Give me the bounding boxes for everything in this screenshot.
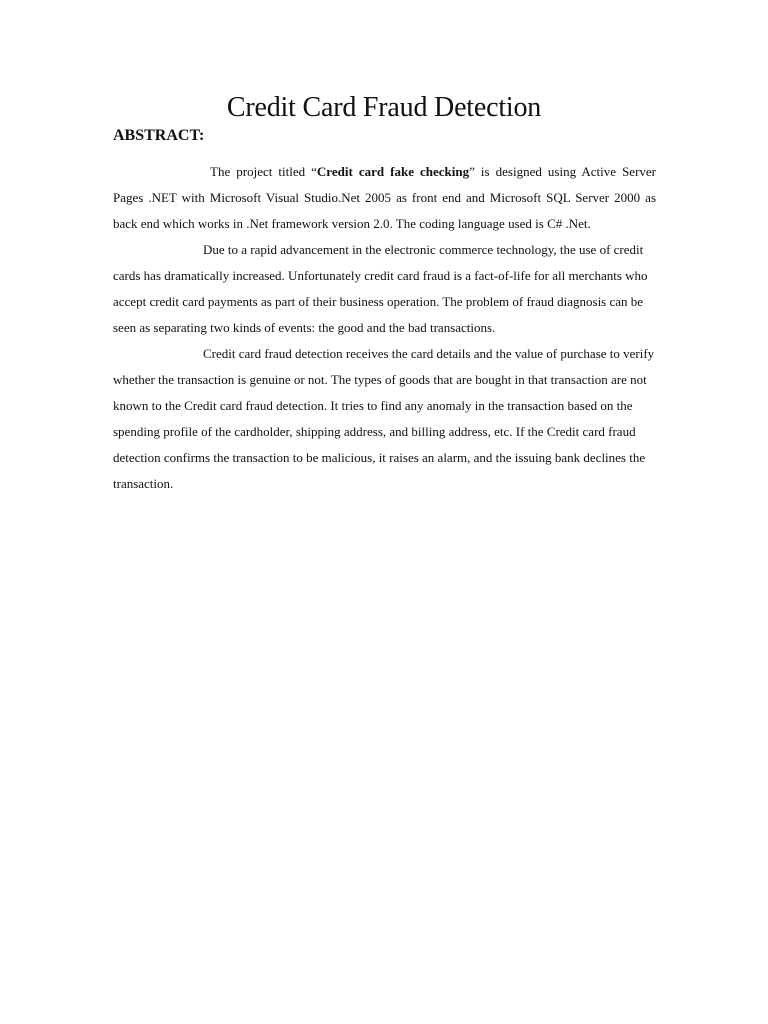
abstract-body xyxy=(113,159,656,497)
abstract-paragraph-2: Due to a rapid advancement in the electronic commerce technology, the use of credit cards has dramatically increased. Unfortunately credit card fraud is a fact-of-life for all merchants who accept credit card payments as part of their business operation. The problem of fraud diagnosis can be seen as separating two kinds of events: the good and the bad transactions. xyxy=(113,242,648,335)
paragraph-1-rest: ” is designed using Active Server Pages .NET with Microsoft Visual Studio.Net 2005 as front end and Microsoft SQL Server 2000 as back end which works in .Net framework version 2.0. The coding language used is C# .Net. xyxy=(113,164,657,231)
abstract-paragraph-3: Credit card fraud detection receives the card details and the value of purchase to verify whether the transaction is genuine or not. The types of goods that are bought in that transaction are not known to the Credit card fraud detection. It tries to find any anomaly in the transaction based on the spending profile of the cardholder, shipping address, and billing address, etc. If the Credit card fraud detection confirms the transaction to be malicious, it raises an alarm, and the issuing bank declines the transaction. xyxy=(113,346,655,491)
document-title: Credit Card Fraud Detection xyxy=(226,92,542,123)
paragraph-1-intro: The project titled “ xyxy=(210,164,317,179)
project-name: Credit card fake checking xyxy=(316,164,470,179)
abstract-heading: ABSTRACT: xyxy=(113,127,205,144)
abstract-paragraph-1 xyxy=(113,159,656,237)
